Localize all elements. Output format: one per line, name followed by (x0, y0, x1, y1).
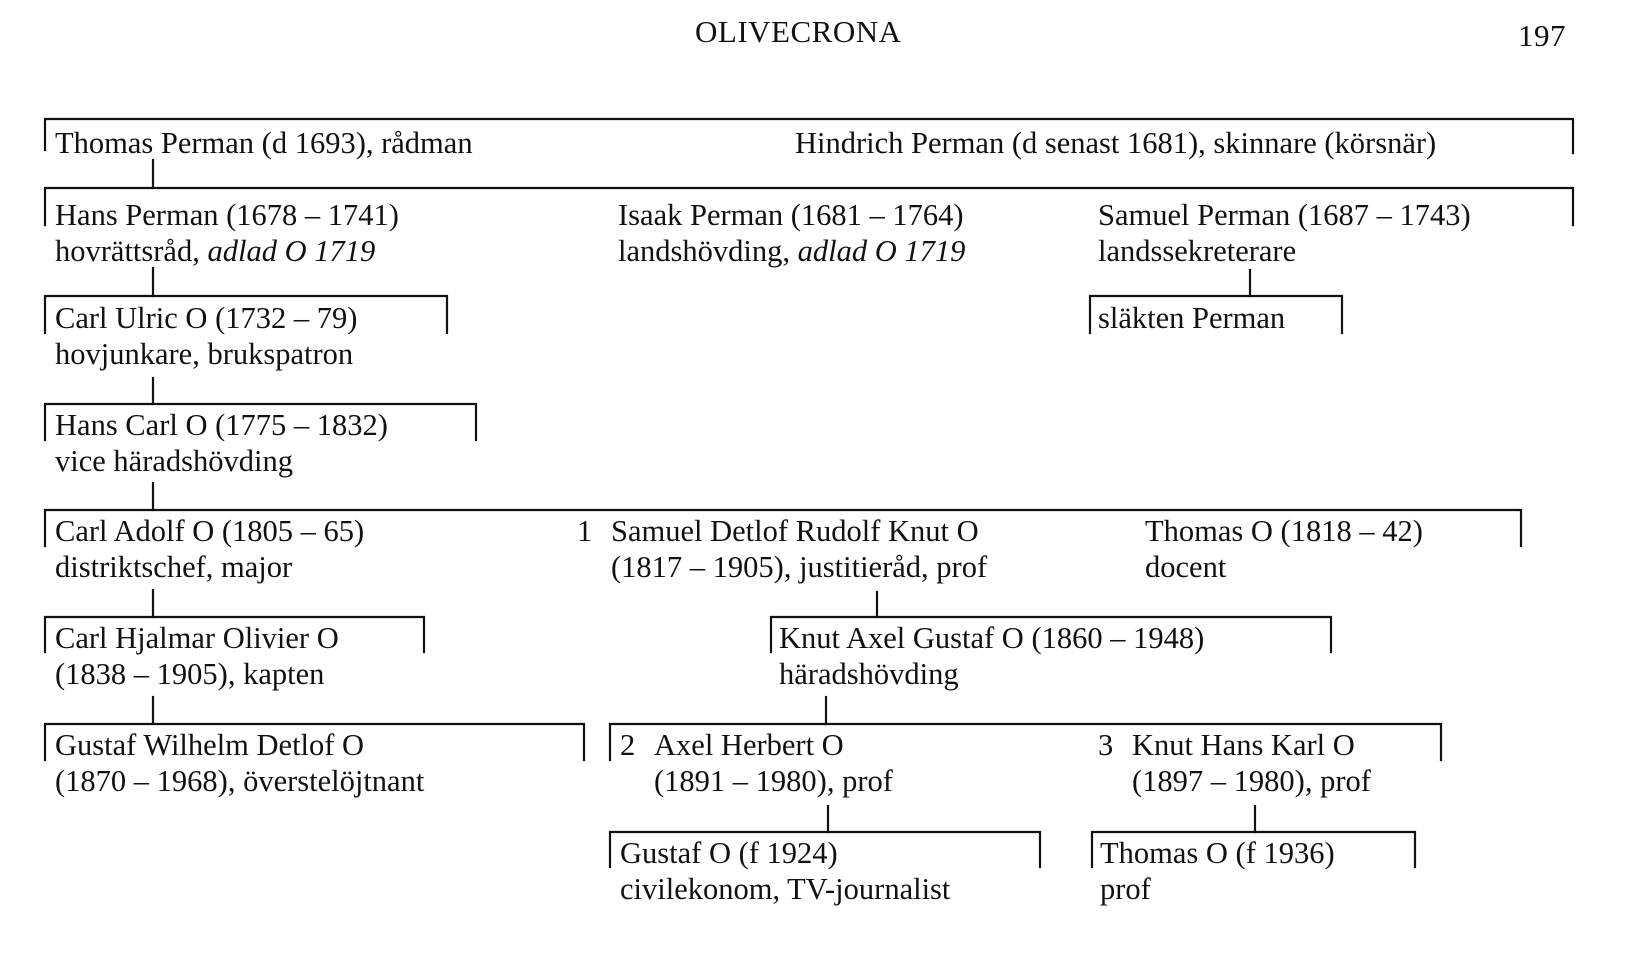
person-samuel-perman (1098, 197, 1471, 269)
person-line1: Carl Adolf O (1805 – 65) (55, 514, 365, 548)
person-line2: (1838 – 1905), kapten (55, 657, 325, 691)
person-line1: Isaak Perman (1681 – 1764) (618, 198, 964, 232)
person-line2: distriktschef, major (55, 550, 293, 584)
person-line1: Gustaf Wilhelm Detlof O (55, 728, 365, 762)
person-line1: Samuel Perman (1687 – 1743) (1098, 198, 1471, 232)
person-line1: Samuel Detlof Rudolf Knut O (611, 514, 979, 548)
person-gustaf-o (620, 835, 950, 907)
person-knut-axel (779, 620, 1204, 692)
person-line1: Hans Perman (1678 – 1741) (55, 198, 399, 232)
person-carl-adolf (55, 513, 364, 585)
person-thomas-o-1818 (1145, 513, 1423, 585)
person-number: 1 (577, 514, 593, 548)
person-line2: civilekonom, TV-journalist (620, 872, 951, 906)
person-line1: Knut Hans Karl O (1132, 728, 1355, 762)
person-ennobled-note: adlad O 1719 (797, 234, 966, 268)
person-title: hovrättsråd, (55, 234, 208, 268)
person-ennobled-note: adlad O 1719 (207, 234, 376, 268)
person-number: 3 (1098, 728, 1114, 762)
person-line2: hovjunkare, brukspatron (55, 337, 354, 371)
person-line1: Hindrich Perman (d senast 1681), skinnare (körsnär) (795, 126, 1437, 160)
person-line1: släkten Perman (1098, 301, 1286, 335)
person-line2: (1891 – 1980), prof (654, 764, 893, 798)
person-line1: Knut Axel Gustaf O (1860 – 1948) (779, 621, 1205, 655)
person-line1: Gustaf O (f 1924) (620, 836, 838, 870)
person-line2: (1817 – 1905), justitieråd, prof (611, 550, 988, 584)
person-carl-hjalmar (55, 620, 339, 692)
person-line2: häradshövding (779, 657, 959, 691)
person-thomas-perman (55, 125, 473, 161)
person-line2: prof (1100, 872, 1151, 906)
person-line1: Thomas O (f 1936) (1100, 836, 1335, 870)
person-axel-herbert (620, 727, 893, 799)
person-number: 2 (620, 728, 636, 762)
person-line1: Carl Ulric O (1732 – 79) (55, 301, 358, 335)
person-line2: (1897 – 1980), prof (1132, 764, 1371, 798)
person-knut-hans (1098, 727, 1371, 799)
person-carl-ulric (55, 300, 357, 372)
person-samuel-detlof (577, 513, 987, 585)
person-hans-perman (55, 197, 399, 269)
person-line2 (55, 233, 399, 269)
person-line2: landssekreterare (1098, 234, 1297, 268)
person-line1: Thomas O (1818 – 42) (1145, 514, 1423, 548)
person-line2: docent (1145, 550, 1227, 584)
person-slakten-perman (1098, 300, 1285, 336)
person-line1: Hans Carl O (1775 – 1832) (55, 408, 388, 442)
page-number: 197 (1518, 18, 1566, 53)
person-isaak-perman (618, 197, 965, 269)
person-hans-carl (55, 407, 388, 479)
person-line1: Carl Hjalmar Olivier O (55, 621, 339, 655)
person-gustaf-wilhelm (55, 727, 424, 799)
page-title: OLIVECRONA (695, 14, 902, 49)
person-thomas-o-1936 (1100, 835, 1335, 907)
person-line2: vice häradshövding (55, 444, 293, 478)
person-line2: (1870 – 1968), överstelöjtnant (55, 764, 425, 798)
person-line1: Thomas Perman (d 1693), rådman (55, 126, 473, 160)
person-line2 (618, 233, 965, 269)
person-line1: Axel Herbert O (654, 728, 844, 762)
person-hindrich-perman (795, 125, 1436, 161)
person-title: landshövding, (618, 234, 798, 268)
